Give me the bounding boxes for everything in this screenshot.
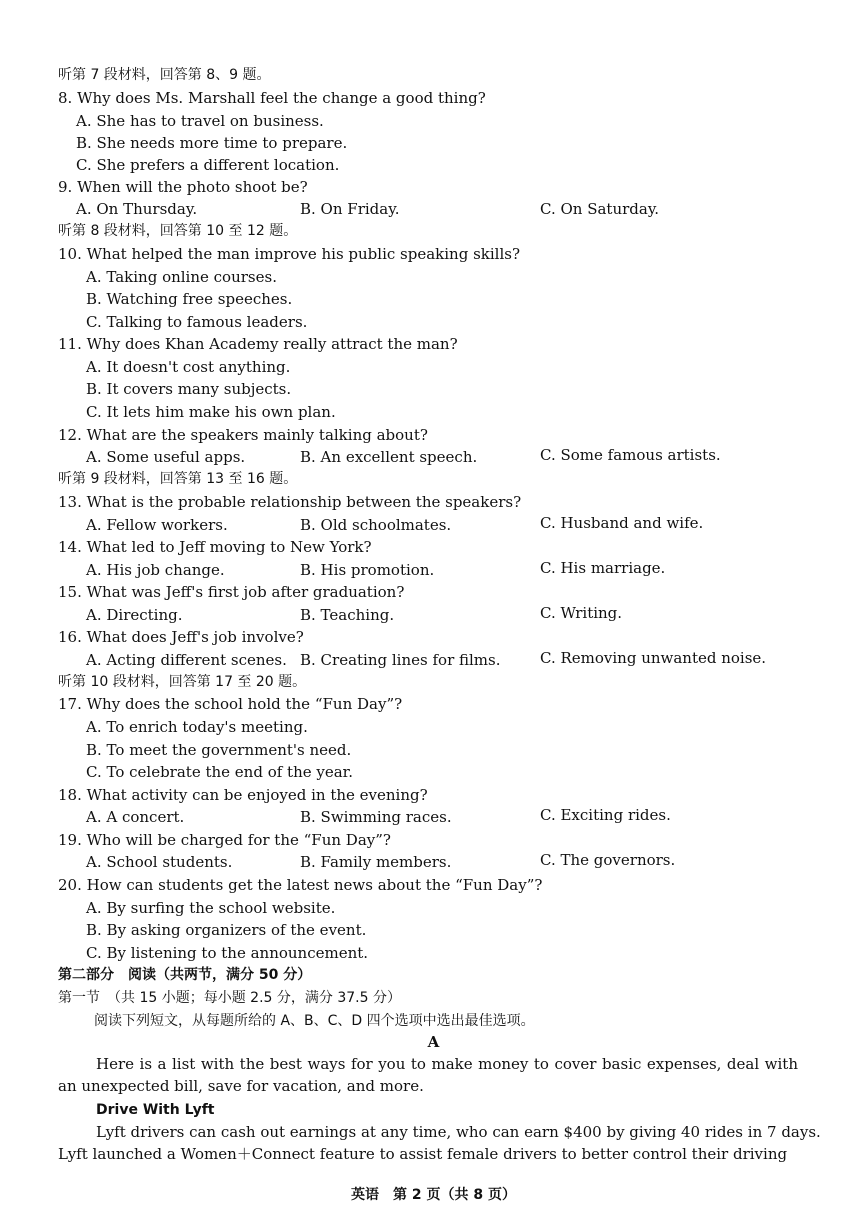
question-13: 13. What is the probable relationship between the speakers? bbox=[58, 493, 522, 511]
option-12a: A. Some useful apps. bbox=[86, 448, 246, 466]
option-9b: B. On Friday. bbox=[300, 200, 400, 218]
reading-instruction: 阅读下列短文，从每题所给的 A、B、C、D 四个选项中选出最佳选项。 bbox=[94, 1013, 535, 1029]
question-18: 18. What activity can be enjoyed in the evening? bbox=[58, 786, 428, 804]
option-17a: A. To enrich today's meeting. bbox=[86, 718, 308, 736]
option-9a: A. On Thursday. bbox=[76, 200, 198, 218]
passage-label: A bbox=[427, 1033, 440, 1051]
option-8b: B. She needs more time to prepare. bbox=[76, 134, 348, 152]
option-17b: B. To meet the government's need. bbox=[86, 741, 352, 759]
section-header-9: 听第 9 段材料，回答第 13 至 16 题。 bbox=[58, 471, 298, 487]
question-8: 8. Why does Ms. Marshall feel the change a good thing? bbox=[58, 89, 486, 107]
option-18b: B. Swimming races. bbox=[300, 808, 452, 826]
option-13a: A. Fellow workers. bbox=[86, 516, 228, 534]
option-15b: B. Teaching. bbox=[300, 606, 395, 624]
question-16: 16. What does Jeff's job involve? bbox=[58, 628, 304, 646]
section-one-title: 第一节 （共 15 小题；每小题 2.5 分，满分 37.5 分） bbox=[58, 990, 401, 1006]
option-19c: C. The governors. bbox=[540, 851, 676, 869]
option-12c: C. Some famous artists. bbox=[540, 446, 721, 464]
option-8a: A. She has to travel on business. bbox=[76, 112, 324, 130]
question-10: 10. What helped the man improve his public speaking skills? bbox=[58, 245, 521, 263]
option-10b: B. Watching free speeches. bbox=[86, 290, 293, 308]
option-17c: C. To celebrate the end of the year. bbox=[86, 763, 353, 781]
page-footer: 英语 第 2 页（共 8 页） bbox=[351, 1187, 516, 1203]
option-13c: C. Husband and wife. bbox=[540, 514, 704, 532]
option-10a: A. Taking online courses. bbox=[86, 268, 277, 286]
question-20: 20. How can students get the latest news about the “Fun Day”? bbox=[58, 876, 543, 894]
option-18c: C. Exciting rides. bbox=[540, 806, 671, 824]
option-20c: C. By listening to the announcement. bbox=[86, 944, 369, 962]
option-16b: B. Creating lines for films. bbox=[300, 651, 501, 669]
option-16c: C. Removing unwanted noise. bbox=[540, 649, 767, 667]
option-15c: C. Writing. bbox=[540, 604, 623, 622]
option-14b: B. His promotion. bbox=[300, 561, 435, 579]
passage-heading: Drive With Lyft bbox=[96, 1102, 215, 1118]
question-11: 11. Why does Khan Academy really attract the man? bbox=[58, 335, 458, 353]
option-12b: B. An excellent speech. bbox=[300, 448, 478, 466]
question-15: 15. What was Jeff's first job after graduation? bbox=[58, 583, 405, 601]
part-two-title: 第二部分 阅读（共两节，满分 50 分） bbox=[58, 967, 312, 983]
option-20b: B. By asking organizers of the event. bbox=[86, 921, 367, 939]
option-18a: A. A concert. bbox=[86, 808, 185, 826]
option-11a: A. It doesn't cost anything. bbox=[86, 358, 291, 376]
option-11c: C. It lets him make his own plan. bbox=[86, 403, 336, 421]
question-14: 14. What led to Jeff moving to New York? bbox=[58, 538, 372, 556]
option-20a: A. By surfing the school website. bbox=[86, 899, 336, 917]
passage-paragraph-2-line-1: Lyft drivers can cash out earnings at any time, who can earn $400 by giving 40 rides in 7 days. bbox=[96, 1123, 821, 1141]
section-header-7: 听第 7 段材料，回答第 8、9 题。 bbox=[58, 67, 271, 83]
option-9c: C. On Saturday. bbox=[540, 200, 660, 218]
passage-paragraph-1: Here is a list with the best ways for you to make money to cover basic expenses, deal with an unexpected bill, save for vacation, and more. bbox=[58, 1055, 798, 1095]
passage-paragraph-2-line-2: Lyft launched a Women＋Connect feature to assist female drivers to better control their driving bbox=[58, 1145, 788, 1163]
option-16a: A. Acting different scenes. bbox=[86, 651, 287, 669]
option-14a: A. His job change. bbox=[86, 561, 225, 579]
option-19b: B. Family members. bbox=[300, 853, 452, 871]
question-17: 17. Why does the school hold the “Fun Day”? bbox=[58, 695, 403, 713]
question-19: 19. Who will be charged for the “Fun Day”? bbox=[58, 831, 391, 849]
option-14c: C. His marriage. bbox=[540, 559, 666, 577]
question-9: 9. When will the photo shoot be? bbox=[58, 178, 308, 196]
option-10c: C. Talking to famous leaders. bbox=[86, 313, 308, 331]
option-19a: A. School students. bbox=[86, 853, 233, 871]
option-11b: B. It covers many subjects. bbox=[86, 380, 292, 398]
section-header-10: 听第 10 段材料，回答第 17 至 20 题。 bbox=[58, 674, 307, 690]
question-12: 12. What are the speakers mainly talking about? bbox=[58, 426, 428, 444]
option-13b: B. Old schoolmates. bbox=[300, 516, 452, 534]
option-8c: C. She prefers a different location. bbox=[76, 156, 340, 174]
option-15a: A. Directing. bbox=[86, 606, 183, 624]
section-header-8: 听第 8 段材料，回答第 10 至 12 题。 bbox=[58, 223, 298, 239]
